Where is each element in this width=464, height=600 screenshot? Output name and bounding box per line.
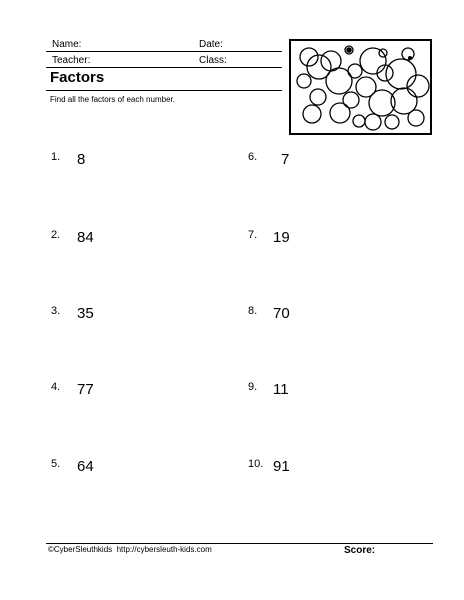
problem-2-number: 2.: [51, 229, 61, 241]
instructions: Find all the factors of each number.: [50, 95, 175, 104]
class-label: Class:: [199, 55, 227, 66]
problem-1-number: 1.: [51, 151, 61, 163]
problem-3-number: 3.: [51, 305, 61, 317]
problem-4-number: 4.: [51, 381, 61, 393]
problem-8-number: 8.: [248, 305, 258, 317]
score-label: Score:: [344, 545, 376, 556]
problem-2-value: 84: [77, 229, 94, 246]
teacher-line: [46, 67, 282, 68]
problem-4-value: 77: [77, 381, 94, 398]
date-label: Date:: [199, 39, 223, 50]
footer-rule: [46, 543, 433, 544]
problem-1-value: 8: [77, 151, 86, 168]
name-line: [46, 51, 282, 52]
problem-10-number: 10.: [248, 458, 264, 470]
teacher-label: Teacher:: [52, 55, 91, 66]
problem-9-value: 11: [273, 381, 289, 398]
title-line: [46, 90, 282, 91]
problem-7-value: 19: [273, 229, 290, 246]
name-label: Name:: [52, 39, 82, 50]
problem-10-value: 91: [273, 458, 290, 475]
problem-5-number: 5.: [51, 458, 61, 470]
problem-6-number: 6.: [248, 151, 258, 163]
problem-5-value: 64: [77, 458, 94, 475]
problem-8-value: 70: [273, 305, 290, 322]
problem-6-value: 7: [281, 151, 290, 168]
footer-copyright: ©CyberSleuthkids http://cybersleuth-kids.com: [48, 545, 212, 554]
page-title: Factors: [50, 69, 105, 86]
problem-3-value: 35: [77, 305, 94, 322]
problem-9-number: 9.: [248, 381, 258, 393]
problem-7-number: 7.: [248, 229, 258, 241]
bubbles-illustration: [289, 39, 432, 135]
